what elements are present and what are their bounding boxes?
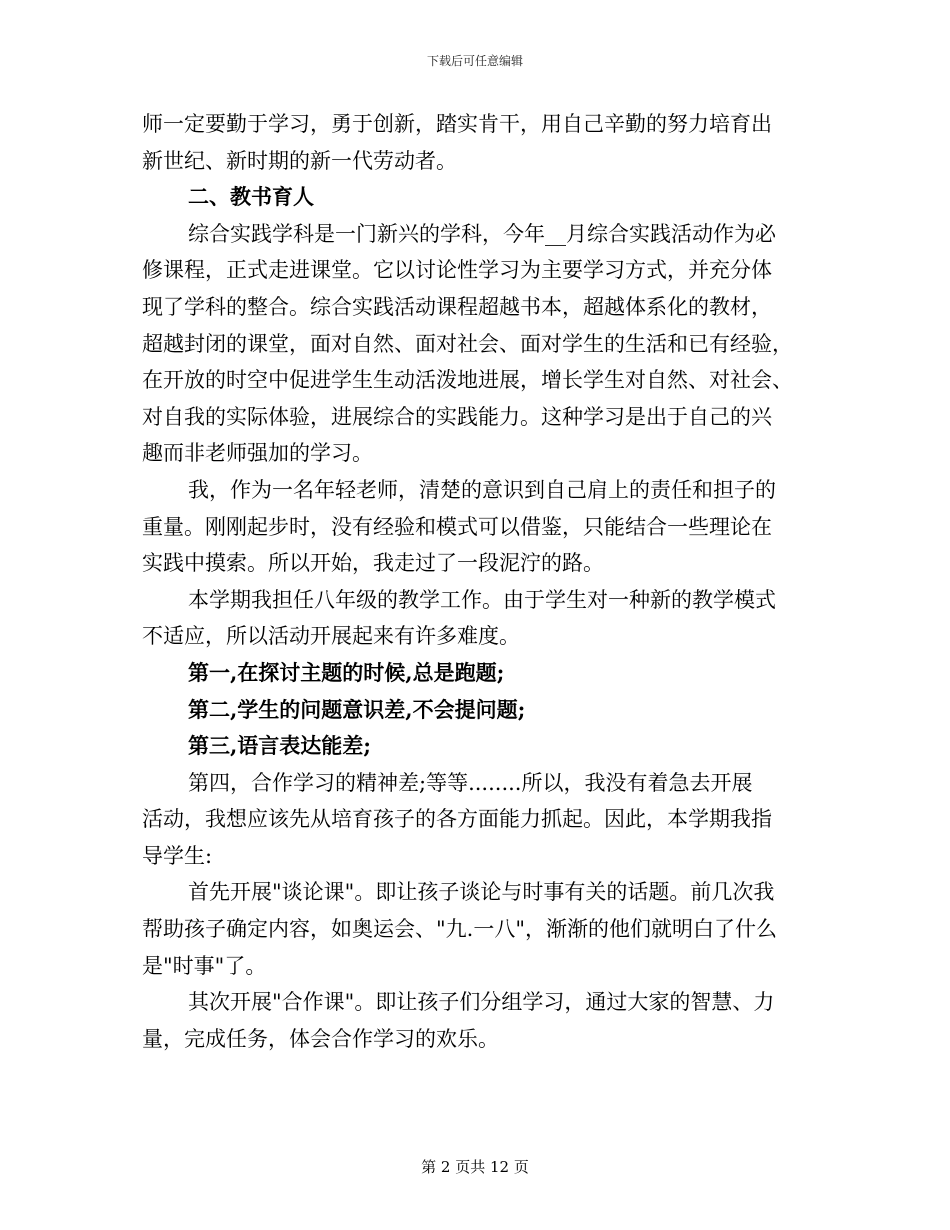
paragraph-start-line: 其次开展"合作课"。即让孩子们分组学习，通过大家的智慧、力 xyxy=(188,990,775,1015)
bold-list-item: 第二,学生的问题意识差,不会提问题; xyxy=(188,696,526,722)
text-line: 现了学科的整合。综合实践活动课程超越书本，超越体系化的教材， xyxy=(142,294,772,319)
text-line: 活动，我想应该先从培育孩子的各方面能力抓起。因此，本学期我指 xyxy=(142,807,772,832)
text-line: 对自我的实际体验，进展综合的实践能力。这种学习是出于自己的兴 xyxy=(142,404,772,429)
page-header: 下载后可任意编辑 xyxy=(426,54,523,68)
paragraph-start-line: 首先开展"谈论课"。即让孩子谈论与时事有关的话题。前几次我 xyxy=(188,880,775,905)
paragraph-start-line: 本学期我担任八年级的教学工作。由于学生对一种新的教学模式 xyxy=(188,587,776,612)
text-line: 帮助孩子确定内容，如奥运会、"九.一八"，渐渐的他们就明白了什么 xyxy=(142,917,777,942)
paragraph-start-line: 我，作为一名年轻老师，清楚的意识到自己肩上的责任和担子的 xyxy=(188,477,776,502)
text-line: 不适应，所以活动开展起来有许多难度。 xyxy=(142,624,520,649)
text-line: 师一定要勤于学习，勇于创新，踏实肯干，用自己辛勤的努力培育出 xyxy=(142,112,772,136)
bold-list-item: 第一,在探讨主题的时候,总是跑题; xyxy=(188,659,505,685)
text-line: 导学生: xyxy=(142,843,213,868)
text-line: 趣而非老师强加的学习。 xyxy=(142,441,373,466)
bold-list-item: 第三,语言表达能差; xyxy=(188,733,372,759)
text-line: 是"时事"了。 xyxy=(142,953,267,978)
paragraph-start-line: 第四，合作学习的精神差;等等........所以，我没有着急去开展 xyxy=(188,770,753,795)
text-line: 修课程，正式走进课堂。它以讨论性学习为主要学习方式，并充分体 xyxy=(142,258,772,283)
text-line: 重量。刚刚起步时，没有经验和模式可以借鉴，只能结合一些理论在 xyxy=(142,514,772,539)
text-line: 实践中摸索。所以开始，我走过了一段泥泞的路。 xyxy=(142,551,604,576)
text-line: 在开放的时空中促进学生生动活泼地进展，增长学生对自然、对社会、 xyxy=(142,368,793,393)
text-line: 超越封闭的课堂，面对自然、面对社会、面对学生的生活和已有经验， xyxy=(142,331,793,356)
paragraph-start-line: 综合实践学科是一门新兴的学科，今年__月综合实践活动作为必 xyxy=(188,221,776,246)
text-line: 量，完成任务，体会合作学习的欢乐。 xyxy=(142,1026,499,1051)
section-heading: 二、教书育人 xyxy=(188,184,314,210)
page-footer: 第 2 页共 12 页 xyxy=(421,1158,529,1176)
text-line: 新世纪、新时期的新一代劳动者。 xyxy=(142,148,457,173)
document-body xyxy=(142,106,812,1057)
